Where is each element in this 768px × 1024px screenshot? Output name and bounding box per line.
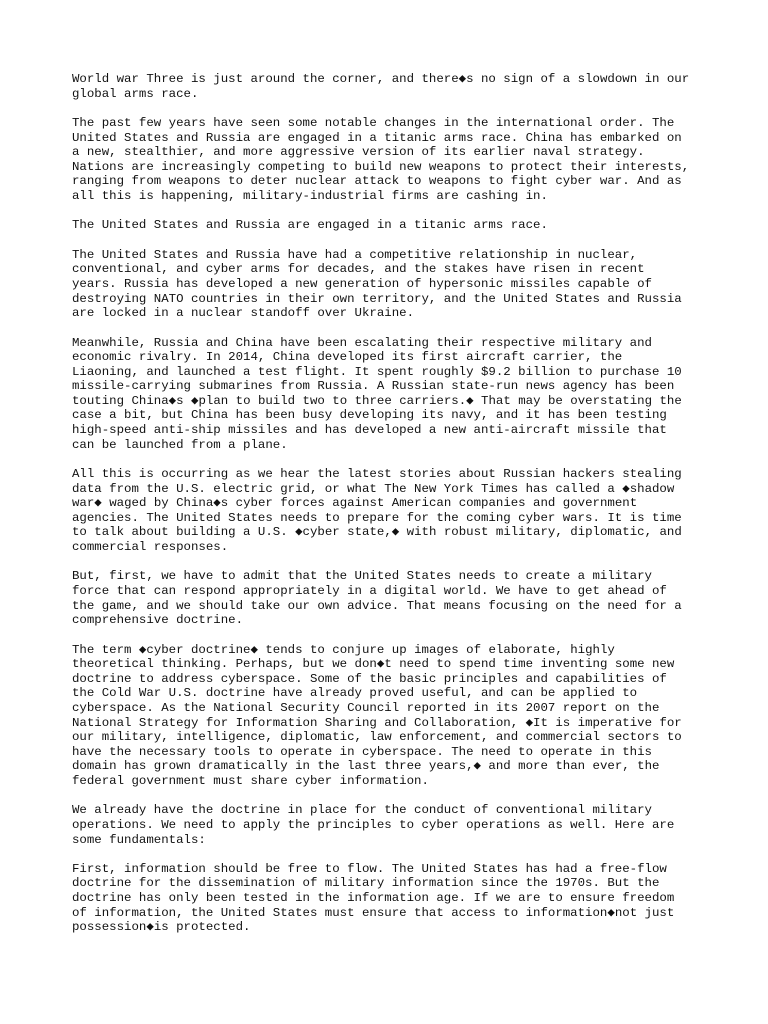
- paragraph: World war Three is just around the corner, and there◆s no sign of a slowdown in our global arms race.: [72, 72, 690, 101]
- paragraph: The past few years have seen some notable changes in the international order. The United States and Russia are engaged in a titanic arms race. China has embarked on a new, stealthier, and more aggressive version of its earlier naval strategy. Nations are increasingly competing to build new weapons to protect their interests, ranging from weapons to deter nuclear attack to weapons to fight cyber war. And as all this is happening, military-industrial firms are cashing in.: [72, 115, 690, 203]
- paragraph: The term ◆cyber doctrine◆ tends to conjure up images of elaborate, highly theoretical thinking. Perhaps, but we don◆t need to spend time inventing some new doctrine to address cyberspace. Some of the basic principles and capabilities of the Cold War U.S. doctrine have already proved useful, and can be applied to cyberspace. As the National Security Council reported in its 2007 report on the National Strategy for Information Sharing and Collaboration, ◆It is imperative for our military, intelligence, diplomatic, law enforcement, and commercial sectors to have the necessary tools to operate in cyberspace. The need to operate in this domain has grown dramatically in the last three years,◆ and more than ever, the federal government must share cyber information.: [72, 642, 682, 788]
- paragraph: The United States and Russia have had a competitive relationship in nuclear, conventional, and cyber arms for decades, and the stakes have risen in recent years. Russia has developed a new generation of hypersonic missiles capable of destroying NATO countries in their own territory, and the United States and Russia are locked in a nuclear standoff over Ukraine.: [72, 247, 682, 321]
- paragraph: The United States and Russia are engaged in a titanic arms race.: [72, 218, 548, 233]
- paragraph: But, first, we have to admit that the United States needs to create a military force that can respond appropriately in a digital world. We have to get ahead of the game, and we should take our own advice. That means focusing on the need for a comprehensive doctrine.: [72, 569, 682, 628]
- paragraph: All this is occurring as we hear the latest stories about Russian hackers stealing data from the U.S. electric grid, or what The New York Times has called a ◆shadow war◆ waged by China◆s cyber forces against American companies and government agencies. The United States needs to prepare for the coming cyber wars. It is time to talk about building a U.S. ◆cyber state,◆ with robust military, diplomatic, and commercial responses.: [72, 467, 682, 555]
- paragraph: First, information should be free to flow. The United States has had a free-flow doctrine for the dissemination of military information since the 1970s. But the doctrine has only been tested in the information age. If we are to ensure freedom of information, the United States must ensure that access to information◆not just possession◆is protected.: [72, 861, 675, 935]
- document-page: [72, 72, 712, 950]
- paragraph: We already have the doctrine in place for the conduct of conventional military operations. We need to apply the principles to cyber operations as well. Here are some fundamentals:: [72, 803, 675, 847]
- paragraph: Meanwhile, Russia and China have been escalating their respective military and economic rivalry. In 2014, China developed its first aircraft carrier, the Liaoning, and launched a test flight. It spent roughly $9.2 billion to purchase 10 missile-carrying submarines from Russia. A Russian state-run news agency has been touting China◆s ◆plan to build two to three carriers.◆ That may be overstating the case a bit, but China has been busy developing its navy, and it has been testing high-speed anti-ship missiles and has developed a new anti-aircraft missile that can be launched from a plane.: [72, 335, 682, 452]
